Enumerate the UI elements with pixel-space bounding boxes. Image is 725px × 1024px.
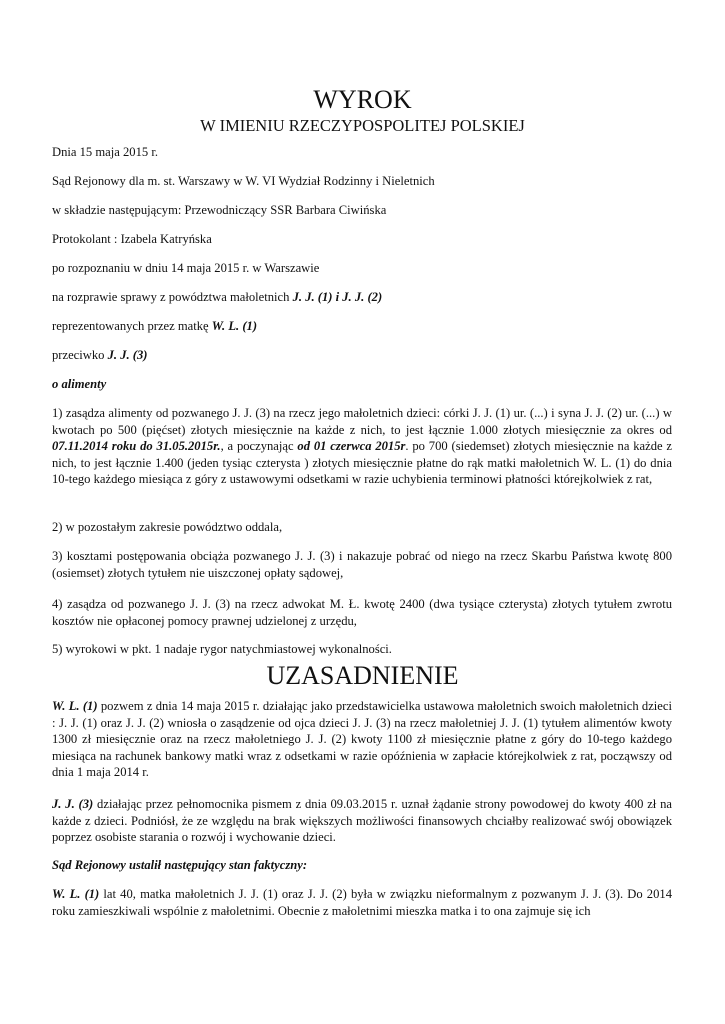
case-subject: o alimenty <box>52 377 107 391</box>
mother-name: W. L. (1) <box>211 319 258 333</box>
case-representation <box>52 318 672 335</box>
justification-paragraph-3 <box>52 886 672 919</box>
paragraph-1-text: pozwem z dnia 14 maja 2015 r. działając jako przedstawicielka ustawowa małoletnich swoich małoletnich dzieci : J. J. (1) oraz J. J. (2) wniosła o zasądzenie od ojca dzieci J. J. (3) na rzecz małoletniej J. J. (1) tytułem alimentów kwoty 1300 zł miesięcznie oraz na rzecz małoletniego J. J. (2) kwoty 1100 zł miesięcznie płatne z góry do 10-tego każdego miesiąca na rachunek bankowy matki wraz z odsetkami w razie opóźnienia w zapłacie którejkolwiek z rat, począwszy od dnia 1 maja 2014 r. <box>52 699 672 780</box>
ruling-1-text-c: , a poczynając <box>220 439 298 454</box>
case-prefix: na rozprawie sprawy z powództwa małoletnich <box>52 290 293 304</box>
judgment-date: Dnia 15 maja 2015 r. <box>52 145 158 159</box>
ruling-1-period: 07.11.2014 roku do 31.05.2015r. <box>52 439 221 454</box>
case-plaintiffs <box>52 289 672 306</box>
ruling-5: 5) wyrokowi w pkt. 1 nadaje rygor natychmiastowej wykonalności. <box>52 642 392 656</box>
ruling-1-text-a: 1) zasądza alimenty od pozwanego J. J. (3) na rzecz jego małoletnich dzieci: córki J. J. (1) ur. (...) i syna J. J. (2) ur. (...) w kwotach po 500 (pięćset) złotych miesięcznie na każde z nich, to jest łącznie 1.000 złotych miesięcznie za okres od <box>52 406 672 437</box>
defendant-name: J. J. (3) <box>107 348 148 362</box>
case-defendant <box>52 347 672 364</box>
plaintiffs-names: J. J. (1) i J. J. (2) <box>292 290 383 304</box>
plaintiff-mother-name-2: W. L. (1) <box>52 887 100 901</box>
paragraph-2-text: działając przez pełnomocnika pismem z dnia 09.03.2015 r. uznał żądanie strony powodowej do kwoty 400 zł na każde z dzieci. Podniósł, że ze względu na brak większych możliwości finansowych chciałby realizować swój obowiązek poprzez osobiste starania o rozwój i wychowanie dzieci. <box>52 797 672 845</box>
court-name: Sąd Rejonowy dla m. st. Warszawy w W. VI Wydział Rodzinny i Nieletnich <box>52 174 435 188</box>
justification-heading: UZASADNIENIE <box>266 661 459 690</box>
hearing-info: po rozpoznaniu w dniu 14 maja 2015 r. w Warszawie <box>52 261 320 275</box>
justification-paragraph-2 <box>52 796 672 846</box>
against-prefix: przeciwko <box>52 348 108 362</box>
document-subtitle: W IMIENIU RZECZYPOSPOLITEJ POLSKIEJ <box>200 116 525 135</box>
facts-heading: Sąd Rejonowy ustalił następujący stan faktyczny: <box>52 858 308 872</box>
document-title: WYROK <box>313 85 412 114</box>
justification-paragraph-1 <box>52 698 672 781</box>
ruling-3: 3) kosztami postępowania obciąża pozwanego J. J. (3) i nakazuje pobrać od niego na rzecz Skarbu Państwa kwotę 800 (osiemset) złotych tytułem nie uiszczonej opłaty sądowej, <box>52 549 672 580</box>
court-clerk: Protokolant : Izabela Katryńska <box>52 232 212 246</box>
ruling-2: 2) w pozostałym zakresie powództwo oddala, <box>52 520 283 534</box>
ruling-4: 4) zasądza od pozwanego J. J. (3) na rzecz adwokat M. Ł. kwotę 2400 (dwa tysiące czterysta) złotych tytułem zwrotu kosztów nie opłaconej pomocy prawnej udzielonej z urzędu, <box>52 597 672 628</box>
ruling-1 <box>52 405 672 488</box>
plaintiff-mother-name: W. L. (1) <box>52 699 98 713</box>
defendant-name-2: J. J. (3) <box>52 797 94 811</box>
paragraph-3-text: lat 40, matka małoletnich J. J. (1) oraz J. J. (2) była w związku nieformalnym z pozwanym J. J. (3). Do 2014 roku zamieszkiwali wspólnie z małoletnimi. Obecnie z małoletnimi mieszka matka i to ona zajmuje się ich <box>52 887 672 918</box>
represented-prefix: reprezentowanych przez matkę <box>52 319 212 333</box>
panel-composition: w składzie następującym: Przewodniczący SSR Barbara Ciwińska <box>52 203 387 217</box>
ruling-1-start-date: od 01 czerwca 2015r <box>297 439 406 454</box>
ruling-1-text-e: . po 700 (siedemset) złotych miesięcznie na każde z nich, to jest łącznie 1.400 (jeden tysiąc czterysta ) złotych miesięcznie płatne do rąk matki małoletnich W. L. (1) do dnia 10-tego każdego miesiąca z góry z ustawowymi odsetkami w razie uchybienia terminowi płatności którejkolwiek z rat, <box>52 439 673 487</box>
